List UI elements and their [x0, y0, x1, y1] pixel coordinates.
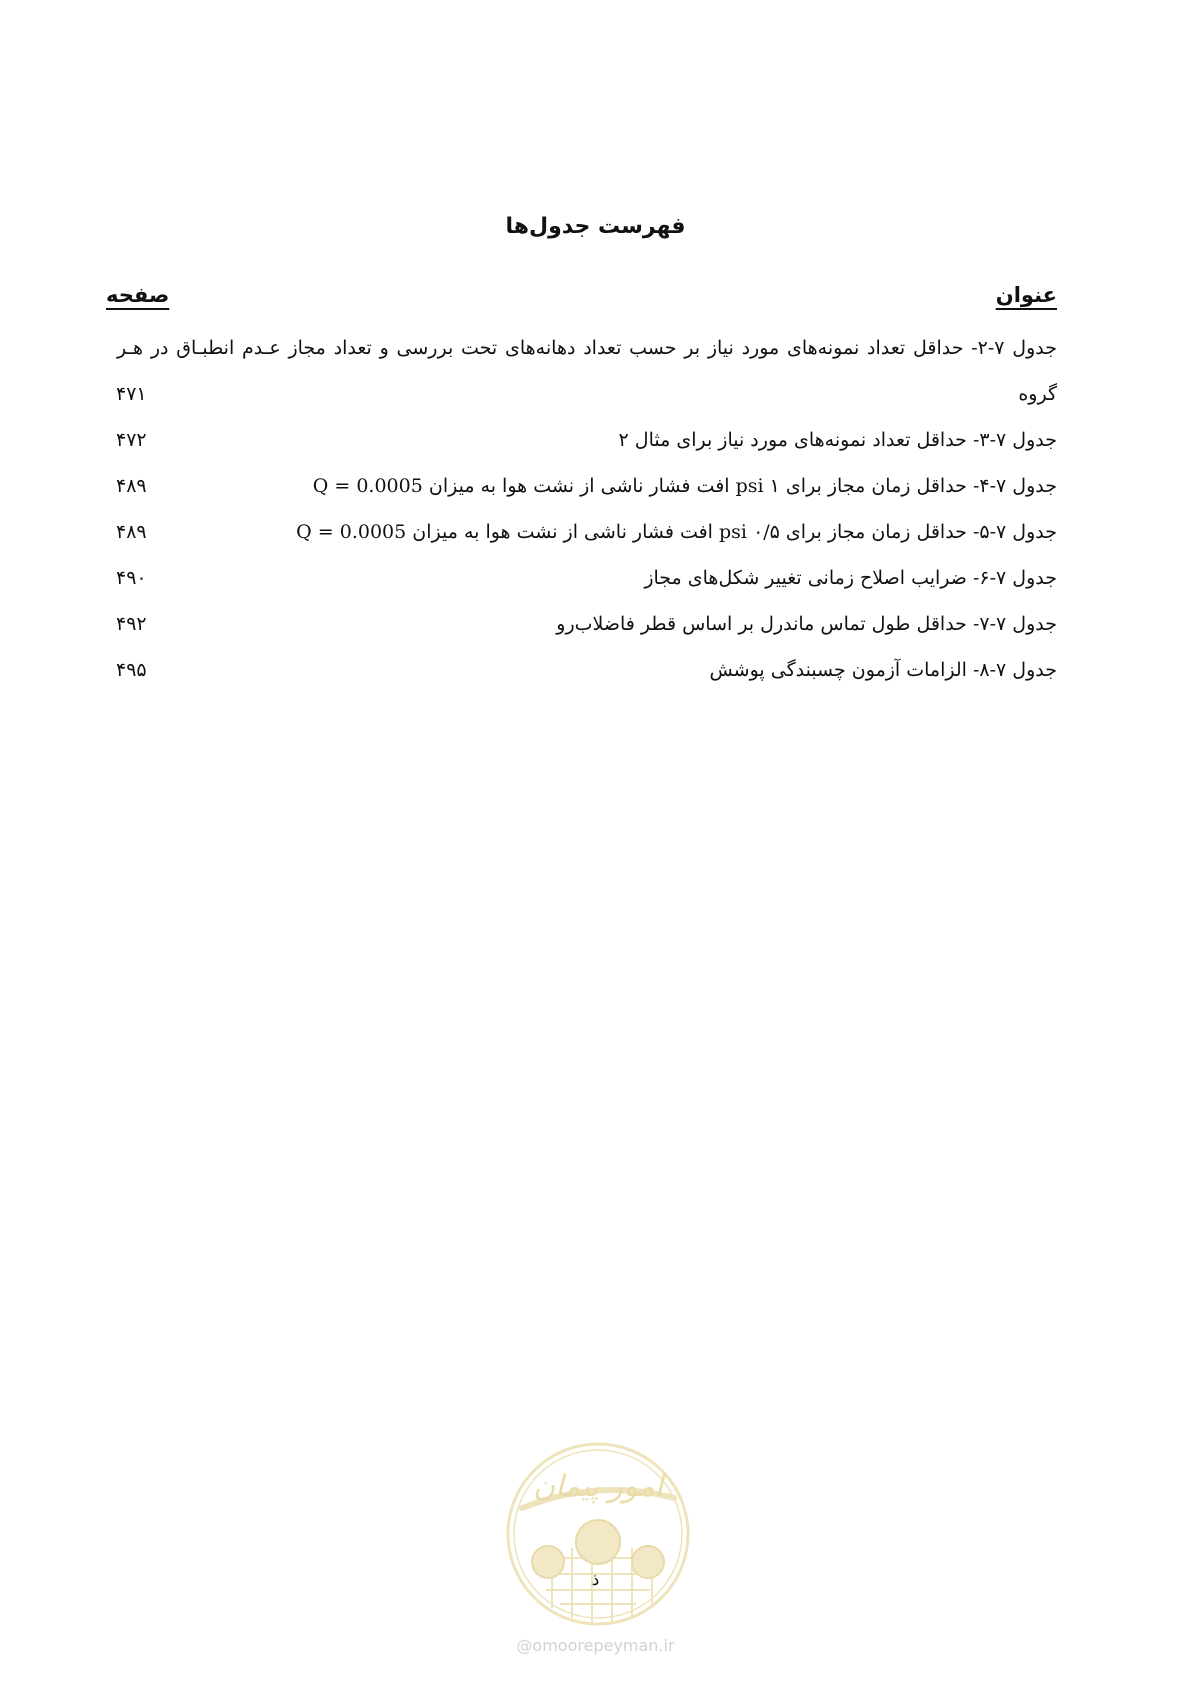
toc-entry-page[interactable]: ۴۹۵ [116, 659, 147, 681]
toc-entry-text[interactable]: جدول ۷-۸- الزامات آزمون چسبندگی پوشش [709, 659, 1057, 681]
toc-entry-page[interactable]: ۴۸۹ [116, 475, 147, 497]
toc-entry-text[interactable]: جدول ۷-۷- حداقل طول تماس ماندرل بر اساس قطر فاضلاب‌رو [556, 613, 1057, 635]
column-header-title: عنوان [995, 283, 1057, 307]
toc-entry-text[interactable]: جدول ۷-۶- ضرایب اصلاح زمانی تغییر شکل‌های مجاز [644, 567, 1057, 589]
watermark-url: @omoorepeyman.ir [516, 1636, 675, 1655]
toc-entry-page[interactable]: ۴۷۱ [116, 383, 147, 405]
page-title: فهرست جدول‌ها [505, 214, 686, 239]
toc-entry-text[interactable]: جدول ۷-۳- حداقل تعداد نمونه‌های مورد نیاز برای مثال ۲ [618, 429, 1057, 451]
toc-entry-text[interactable]: جدول ۷-۵- حداقل زمان مجاز برای ۰/۵ psi افت فشار ناشی از نشت هوا به میزان Q = 0.0005 [296, 521, 1057, 543]
toc-entry-text[interactable]: جدول ۷-۲- حداقل تعداد نمونه‌های مورد نیاز بر حسب تعداد دهانه‌های تحت بررسی و تعداد مجاز عـدم انطبـاق در هـر گروه [117, 337, 1057, 405]
column-header-page: صفحه [106, 283, 170, 307]
toc-entry-page[interactable]: ۴۸۹ [116, 521, 147, 543]
toc-entry-page[interactable]: ۴۹۲ [116, 613, 147, 635]
watermark-logo-text: امور پیمان [533, 1469, 663, 1504]
watermark-seal-logo [502, 1438, 694, 1630]
toc-entry-text[interactable]: جدول ۷-۴- حداقل زمان مجاز برای ۱ psi افت فشار ناشی از نشت هوا به میزان Q = 0.0005 [312, 475, 1057, 497]
page-number: ذ [591, 1570, 600, 1590]
toc-entry-page[interactable]: ۴۹۰ [116, 567, 147, 589]
toc-entry-page[interactable]: ۴۷۲ [116, 429, 147, 451]
